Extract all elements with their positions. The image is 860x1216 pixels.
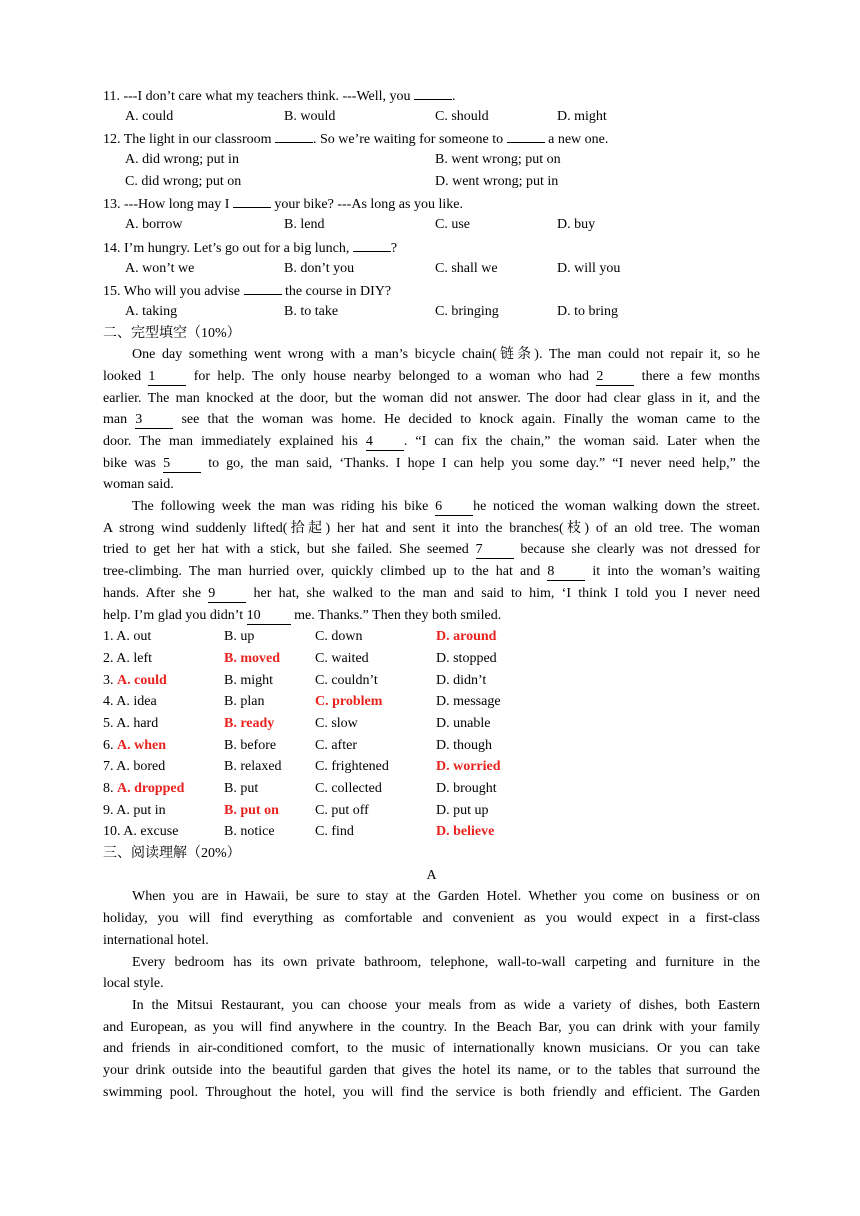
- option: [315, 735, 436, 757]
- option-text: A. bored: [116, 759, 166, 775]
- cloze-blank-number: 3: [135, 412, 173, 429]
- option-text: C. collected: [315, 781, 382, 796]
- text-run: for help. The only house nearby belonged to a woman who had: [186, 368, 597, 384]
- text-run: me. Thanks.” Then they both smiled.: [290, 607, 502, 623]
- paragraph-line: A strong wind suddenly lifted(拾起) her hat and sent it into the branches(枝) of an old tree. The woman: [103, 520, 760, 536]
- option: [103, 691, 224, 713]
- cloze-option-row: [103, 626, 760, 648]
- cloze-blank-number: 6: [435, 499, 473, 516]
- option: [315, 713, 436, 735]
- cloze-option-row: [103, 778, 760, 800]
- text-run: there a few months: [634, 368, 760, 384]
- option-text: A. excuse: [123, 824, 179, 840]
- options-11: [103, 106, 760, 128]
- option: D. will you: [557, 260, 621, 276]
- cloze-blank-number: 8: [547, 564, 585, 581]
- section-heading: 三、阅读理解（20%）: [103, 846, 241, 862]
- option-text: D. stopped: [436, 650, 497, 666]
- option: [315, 800, 436, 822]
- section-heading: 二、完型填空（10%）: [103, 325, 241, 341]
- option: [103, 648, 224, 670]
- paragraph-line: When you are in Hawaii, be sure to stay at the Garden Hotel. Whether you come on business or on: [132, 889, 760, 905]
- paragraph-line: international hotel.: [103, 932, 209, 948]
- option: A. did wrong; put in: [125, 152, 239, 168]
- paragraph-line: [103, 583, 760, 605]
- paragraph-line: woman said.: [103, 477, 174, 493]
- option-text: C. after: [315, 737, 357, 753]
- answer-blank: [275, 127, 313, 143]
- reading-paragraph: [103, 995, 760, 1103]
- option-text: A. could: [117, 672, 167, 688]
- option-text: A. when: [117, 737, 167, 753]
- passage-label: A: [426, 867, 437, 883]
- correct-option: [103, 778, 224, 800]
- item-number: 1.: [103, 629, 114, 645]
- option: D. buy: [557, 217, 596, 233]
- option: [436, 735, 492, 757]
- option: [224, 670, 315, 692]
- option: B. went wrong; put on: [435, 152, 561, 168]
- question-11: 11. ---I don’t care what my teachers think. ---Well, you .: [103, 84, 760, 106]
- option: C. should: [435, 108, 489, 124]
- item-number: 10.: [103, 824, 121, 840]
- option: [315, 648, 436, 670]
- option: D. might: [557, 108, 607, 124]
- paragraph-line: Every bedroom has its own private bathroom, telephone, wall-to-wall carpeting and furniture in the: [132, 954, 760, 970]
- option: [436, 713, 490, 735]
- paragraph-line: swimming pool. Throughout the hotel, you will find the service is both friendly and efficient. The Garden: [103, 1084, 760, 1100]
- cloze-option-row: [103, 756, 760, 778]
- option: D. to bring: [557, 303, 619, 319]
- option: [315, 626, 436, 648]
- answer-blank: [414, 84, 452, 100]
- item-number: 5.: [103, 715, 114, 731]
- correct-option: [315, 691, 436, 713]
- paragraph-line: and European, as you will find anywhere in the country. In the Beach Bar, you can drink with your family: [103, 1019, 760, 1035]
- option: [103, 756, 224, 778]
- option-text: D. around: [436, 629, 497, 645]
- text-run: tried to get her hat with a stick, but she failed. She seemed: [103, 542, 476, 558]
- question-13: 13. ---How long may I your bike? ---As long as you like.: [103, 192, 760, 214]
- option: [224, 626, 315, 648]
- cloze-blank-number: 7: [476, 542, 514, 559]
- option: [224, 756, 315, 778]
- option-text: B. put on: [224, 802, 279, 818]
- option: B. lend: [284, 217, 325, 233]
- cloze-option-row: [103, 800, 760, 822]
- correct-option: [103, 735, 224, 757]
- cloze-option-row: [103, 735, 760, 757]
- option-text: A. left: [116, 650, 152, 666]
- paragraph-line: [103, 605, 760, 627]
- cloze-option-row: [103, 670, 760, 692]
- text-run: tree-climbing. The man hurried over, quickly climbed up to the hat and: [103, 564, 548, 580]
- option-text: B. before: [224, 737, 277, 753]
- paragraph-line: One day something went wrong with a man’s bicycle chain(链条). The man could not repair it, so he: [132, 347, 760, 363]
- option-text: D. worried: [436, 759, 501, 775]
- item-number: 7.: [103, 759, 114, 775]
- option: [103, 713, 224, 735]
- option: [436, 778, 497, 800]
- option-text: B. put: [224, 781, 259, 796]
- option: C. shall we: [435, 260, 498, 276]
- text-run: because she clearly was not dressed for: [513, 542, 760, 558]
- option-text: D. though: [436, 737, 492, 753]
- paragraph-line: In the Mitsui Restaurant, you can choose your meals from as wide a variety of dishes, both Eastern: [132, 997, 760, 1013]
- option: [315, 756, 436, 778]
- text-run: door. The man immediately explained his: [103, 434, 366, 449]
- option: C. did wrong; put on: [125, 173, 242, 189]
- option: [224, 691, 315, 713]
- option: [103, 800, 224, 822]
- option: [436, 648, 497, 670]
- cloze-paragraph-1: [103, 344, 760, 496]
- option-text: B. up: [224, 629, 255, 645]
- answer-blank: [244, 279, 282, 295]
- question-15: 15. Who will you advise the course in DIY?: [103, 279, 760, 301]
- paragraph-line: and friends in air-conditioned comfort, to the music of internationally known musicians. Or you can take: [103, 1041, 760, 1057]
- option-text: C. couldn’t: [315, 672, 378, 688]
- options-13: [103, 214, 760, 236]
- option: [436, 691, 501, 713]
- reading-paragraph: [103, 886, 760, 951]
- cloze-blank-number: 5: [163, 456, 201, 473]
- option-text: C. down: [315, 629, 363, 645]
- reading-passage: [103, 886, 760, 1103]
- option: C. bringing: [435, 303, 499, 319]
- text-run: he noticed the woman walking down the street.: [473, 499, 761, 515]
- option-text: A. idea: [116, 694, 157, 710]
- paragraph-line: [103, 453, 760, 475]
- paragraph-line: earlier. The man knocked at the door, but the woman did not answer. The door had clear glass in it, and the: [103, 390, 760, 406]
- paragraph-line: [103, 561, 760, 583]
- options-12b: [103, 171, 760, 193]
- option: A. could: [125, 108, 174, 124]
- text-run: man: [103, 412, 136, 428]
- correct-option: [436, 821, 494, 843]
- correct-option: [436, 756, 501, 778]
- paragraph-line: [103, 496, 760, 518]
- cloze-options: [103, 626, 760, 843]
- option-text: A. out: [116, 629, 152, 645]
- cloze-blank-number: 2: [596, 369, 634, 386]
- item-number: 9.: [103, 802, 114, 818]
- option: [103, 821, 224, 843]
- cloze-option-row: [103, 821, 760, 843]
- option: [315, 670, 436, 692]
- answer-blank: [233, 192, 271, 208]
- option-text: C. find: [315, 824, 354, 840]
- text-run: see that the woman was home. He decided to knock again. Finally the woman came to the: [173, 412, 760, 428]
- option-text: C. put off: [315, 802, 369, 818]
- paragraph-line: [103, 409, 760, 431]
- option: [103, 626, 224, 648]
- item-number: 3.: [103, 672, 114, 688]
- option-text: B. might: [224, 672, 274, 688]
- option-text: B. ready: [224, 715, 275, 731]
- text-run: looked: [103, 368, 149, 384]
- answer-blank: [353, 236, 391, 252]
- option-text: C. frightened: [315, 759, 389, 775]
- item-number: 8.: [103, 781, 114, 796]
- cloze-option-row: [103, 713, 760, 735]
- correct-option: [224, 800, 315, 822]
- cloze-blank-number: 9: [208, 586, 246, 603]
- option-text: A. dropped: [117, 781, 185, 796]
- option: [436, 800, 489, 822]
- option: B. to take: [284, 303, 339, 319]
- correct-option: [224, 648, 315, 670]
- option: [224, 821, 315, 843]
- option-text: D. message: [436, 694, 501, 710]
- option: B. don’t you: [284, 260, 355, 276]
- option: [315, 821, 436, 843]
- cloze-paragraph-2: [103, 496, 760, 626]
- cloze-blank-number: 1: [148, 369, 186, 386]
- paragraph-line: [103, 431, 760, 453]
- paragraph-line: [103, 539, 760, 561]
- item-number: 6.: [103, 737, 114, 753]
- option: B. would: [284, 108, 336, 124]
- option: A. won’t we: [125, 260, 195, 276]
- paragraph-line: holiday, you will find everything as comfortable and convenient as you would expect in a first-class: [103, 911, 760, 927]
- text-run: bike was: [103, 455, 164, 471]
- options-14: [103, 258, 760, 280]
- answer-blank: [507, 127, 545, 143]
- option-text: D. brought: [436, 781, 497, 796]
- options-12a: [103, 149, 760, 171]
- option-text: C. problem: [315, 694, 383, 710]
- option-text: A. hard: [116, 715, 159, 731]
- paragraph-line: local style.: [103, 976, 164, 992]
- option-text: D. unable: [436, 715, 491, 731]
- cloze-blank-number: 4: [366, 434, 404, 451]
- option: D. went wrong; put in: [435, 173, 559, 189]
- text-run: help. I’m glad you didn’t: [103, 607, 247, 623]
- correct-option: [436, 626, 496, 648]
- correct-option: [103, 670, 224, 692]
- option-text: D. didn’t: [436, 672, 487, 688]
- option: [224, 735, 315, 757]
- text-run: . “I can fix the chain,” the woman said. Later when the: [403, 434, 760, 449]
- option-text: B. plan: [224, 694, 265, 710]
- item-number: 4.: [103, 694, 114, 710]
- paragraph-line: [103, 366, 760, 388]
- cloze-blank-number: 10: [247, 608, 291, 625]
- question-14: 14. I’m hungry. Let’s go out for a big lunch, ?: [103, 236, 760, 258]
- option-text: A. put in: [116, 802, 166, 818]
- item-number: 2.: [103, 650, 114, 666]
- exam-page: [103, 84, 760, 1103]
- option-text: D. believe: [436, 824, 495, 840]
- text-run: The following week the man was riding his bike: [132, 499, 436, 515]
- option-text: C. slow: [315, 715, 358, 731]
- correct-option: [224, 713, 315, 735]
- option: [224, 778, 315, 800]
- text-run: to go, the man said, ‘Thanks. I hope I can help you some day.” “I never need help,” the: [201, 455, 760, 471]
- option-text: B. moved: [224, 650, 280, 666]
- option-text: C. waited: [315, 650, 369, 666]
- option-text: D. put up: [436, 802, 489, 818]
- text-run: her hat, she walked to the man and said to him, ‘I think I told you I never need: [246, 585, 761, 601]
- reading-paragraph: [103, 952, 760, 995]
- text-run: it into the woman’s waiting: [585, 564, 760, 580]
- text-run: hands. After she: [103, 585, 209, 601]
- question-12: 12. The light in our classroom . So we’re waiting for someone to a new one.: [103, 127, 760, 149]
- option-text: B. notice: [224, 824, 275, 840]
- cloze-option-row: [103, 648, 760, 670]
- option: [436, 670, 486, 692]
- option: A. borrow: [125, 217, 183, 233]
- option-text: B. relaxed: [224, 759, 282, 775]
- paragraph-line: your drink outside into the beautiful garden that gives the hotel its name, or to the tables that surround the: [103, 1062, 760, 1078]
- option: C. use: [435, 217, 470, 233]
- cloze-option-row: [103, 691, 760, 713]
- options-15: [103, 301, 760, 323]
- option: [315, 778, 436, 800]
- option: A. taking: [125, 303, 178, 319]
